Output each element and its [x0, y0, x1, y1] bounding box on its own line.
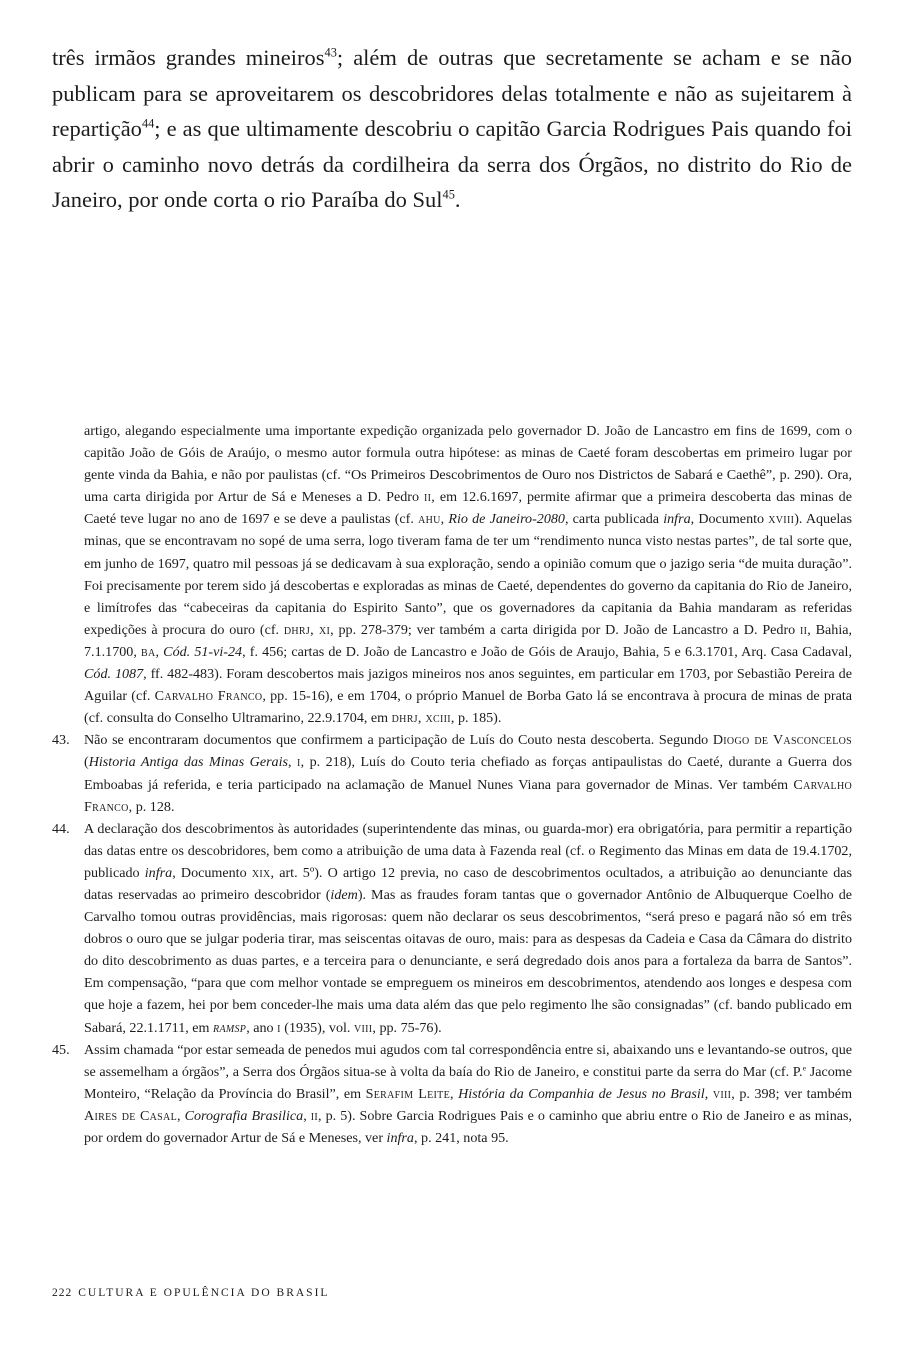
main-text-segment: três irmãos grandes mineiros	[52, 45, 325, 70]
footnote-42-continuation: artigo, alegando especialmente uma importante expedição organizada pelo governador D. João de Lancastro em fins de 1699, com o capitão João de Góis de Araújo, o mesmo autor formula outra hipótese: as minas de Caeté foram descobertas em primeiro lugar por gente vinda da Bahia, e não por paulistas (cf. “Os Primeiros Descobrimentos de Ouro nos Districtos de Sabará e Caethê”, p. 290). Ora, uma carta dirigida por Artur de Sá e Meneses a D. Pedro ii, em 12.6.1697, permite afirmar que a primeira descoberta das minas de Caeté teve lugar no ano de 1697 e se deve a paulistas (cf. ahu, Rio de Janeiro-2080, carta publicada infra, Documento xviii). Aquelas minas, que se encontravam no sopé de uma serra, logo tiveram fama de ter um “rendimento nunca visto nestas partes”, de tal sorte que, em junho de 1697, quatro mil pessoas já se dedicavam à sua exploração, sendo a opinião comum que o jazigo seria “de muita duração”. Foi precisamente por terem sido já descobertas e exploradas as minas de Caeté, dependentes do governo da capitania do Rio de Janeiro, e limítrofes das “cabeceiras da capitania do Espirito Santo”, que os governadores da capitania da Bahia mandaram as referidas expedições à procura do ouro (cf. dhrj, xi, pp. 278-379; ver também a carta dirigida por D. João de Lancastro a D. Pedro ii, Bahia, 7.1.1700, ba, Cód. 51-vi-24, f. 456; cartas de D. João de Lancastro e João de Góis de Araujo, Bahia, 5 e 6.3.1701, Arq. Casa Cadaval, Cód. 1087, ff. 482-483). Foram descobertos mais jazigos mineiros nos anos seguintes, em particular em 1703, por Sebastião Pereira de Aguilar (cf. Carvalho Franco, pp. 15-16), e em 1704, o próprio Manuel de Borba Gato lá se encontrava à procura de minas de prata (cf. consulta do Conselho Ultramarino, 22.9.1704, em dhrj, xciii, p. 185).	[84, 423, 853, 727]
main-text-segment: ; e as que ultimamente descobriu o capitão Garcia Rodrigues Pais quando foi abrir o caminho novo detrás da cordilheira da serra dos Órgãos, no distrito do Rio de Janeiro, por onde corta o rio Paraíba do Sul	[52, 116, 852, 212]
footnote-number: 45.	[52, 1041, 70, 1058]
footnote-ref-44[interactable]: 44	[141, 116, 155, 131]
main-text	[52, 40, 852, 218]
footnote-45: 45. Assim chamada “por estar semeada de penedos mui agudos com tal correspondência entre si, abaixando uns e levantando-se outros, que se assemelham a órgãos”, a Serra dos Órgãos situa-se à volta da baía do Rio de Janeiro, e constitui parte da serra do Mar (cf. P.$^e$ Jacome Monteiro, “Relação da Província do Brasil”, em Serafim Leite, História da Companhia de Jesus no Brasil, viii, p. 398; ver também Aires de Casal, Corografia Brasilica, ii, p. 5). Sobre Garcia Rodrigues Pais e o caminho que abriu entre o Rio de Janeiro e as minas, por ordem do governador Artur de Sá e Meneses, ver infra, p. 241, nota 95.	[52, 1039, 852, 1149]
footnote-number: 44.	[52, 820, 70, 837]
main-text-segment: ; além de outras que secretamente se acham e se não publicam para se aproveitarem os descobridores delas totalmente e não as sujeitarem à repartição	[52, 45, 853, 141]
page-number: 222	[52, 1287, 73, 1299]
main-paragraph	[52, 40, 852, 218]
footnote-ref-45[interactable]: 45	[442, 187, 455, 202]
footnote-43: 43. Não se encontraram documentos que confirmem a participação de Luís do Couto nesta descoberta. Segundo Diogo de Vasconcelos (Historia Antiga das Minas Gerais, i, p. 218), Luís do Couto teria chefiado as forças antipaulistas do Caeté, durante a Guerra dos Emboabas já referida, e teria participado na aclamação de Manuel Nunes Viana para governador de Minas. Ver também Carvalho Franco, p. 128.	[52, 729, 852, 817]
book-title: CULTURA E OPULÊNCIA DO BRASIL	[78, 1287, 330, 1299]
footnote-ref-43[interactable]: 43	[324, 45, 337, 60]
main-text-segment: .	[454, 187, 461, 212]
footnote-44: 44. A declaração dos descobrimentos às autoridades (superintendente das minas, ou guarda-mor) era obrigatória, para permitir a repartição das datas entre os descobridores, bem como a atribuição de uma data à Fazenda real (cf. o Regimento das Minas em data de 19.4.1702, publicado infra, Documento xix, art. 5º). O artigo 12 previa, no caso de descobrimentos ocultados, a atribuição ao denunciante das datas reservadas ao primeiro descobridor (idem). Mas as fraudes foram tantas que o governador Antônio de Albuquerque Coelho de Carvalho tomou outras providências, mais rigorosas: quem não declarar os seus descobrimentos, “será preso e pagará não só em três dobros o ouro que se julgar poderia tirar, mas seiscentas oitavas de ouro, mais: para as despesas da Cadeia e Casa da Câmara do distrito do dito descobrimento as duas partes, e a terceira para o denunciante, e será degredado dois anos para a fortaleza da barra de Santos”. Em compensação, “para que com melhor vontade se empreguem os mineiros em descobrimentos, atendendo aos longes e despesa com que hoje a fazem, hei por bem conceder-lhe mais uma data além das que pelo regimento lhe são consignadas” (cf. bando publicado em Sabará, 22.1.1711, em ramsp, ano i (1935), vol. viii, pp. 75-76).	[52, 818, 852, 1039]
footnotes	[52, 420, 852, 1149]
running-footer	[52, 1287, 329, 1299]
footnote-number: 43.	[52, 732, 70, 749]
